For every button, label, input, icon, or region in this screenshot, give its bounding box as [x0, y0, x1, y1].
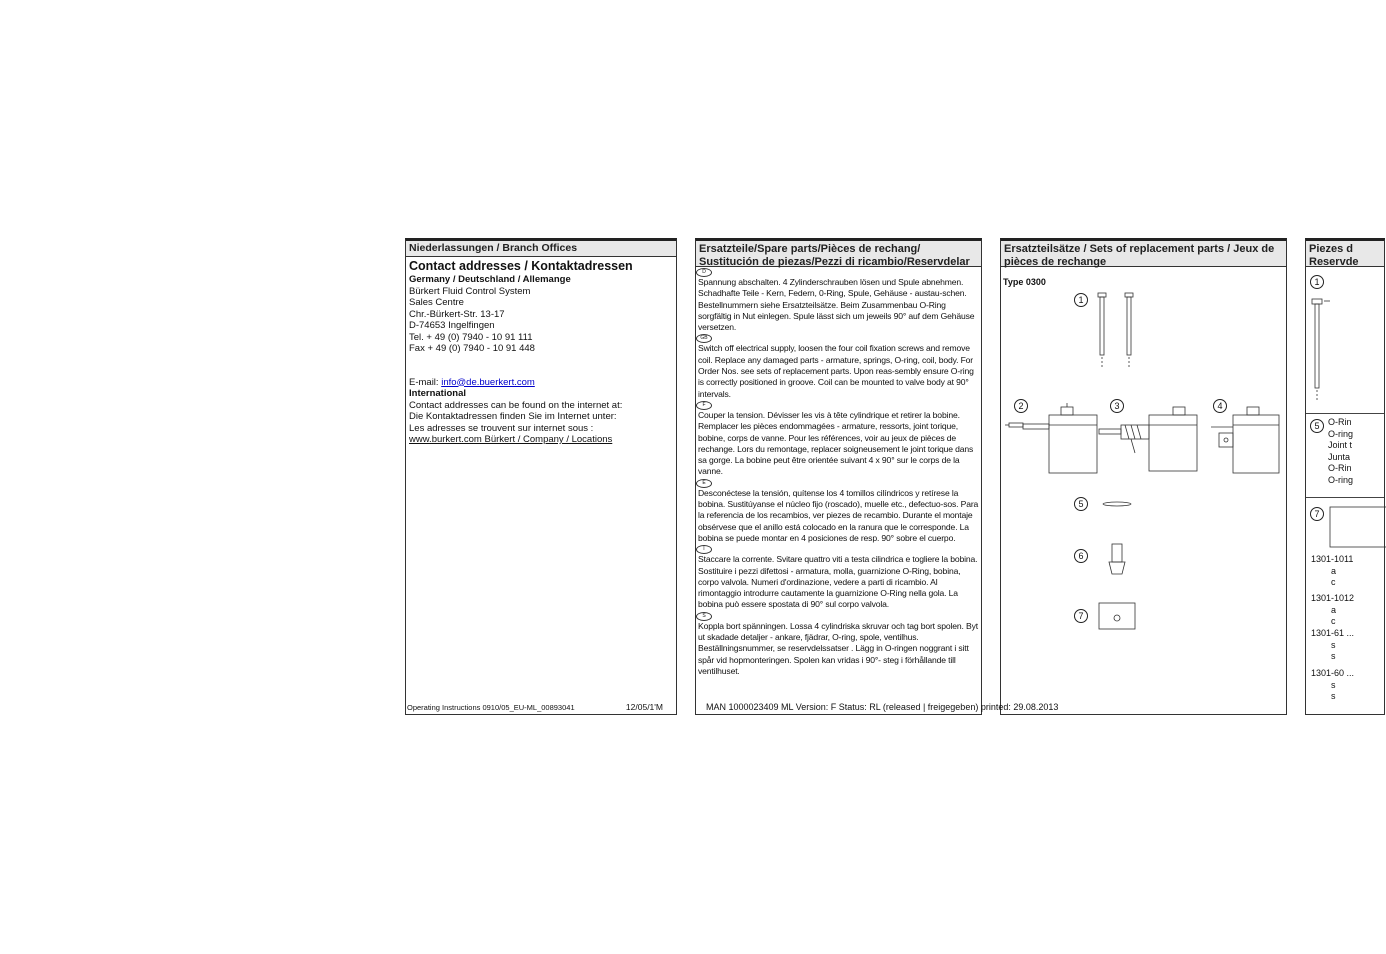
header-line: Piezes d — [1309, 243, 1354, 255]
branch-offices-page — [405, 238, 677, 715]
part-code-sub: s — [1331, 679, 1336, 690]
address-line: Sales Centre — [409, 297, 464, 308]
coil-drawing-3 — [1099, 407, 1197, 471]
spare-parts-page — [695, 238, 982, 715]
intl-line: Les adresses se trouvent sur internet sous : — [409, 422, 594, 434]
language-paragraph: Koppla bort spänningen. Lossa 4 cylindriska skruvar och tag bort spolen. Byt ut skadade detaljer - ankare, fjädrar, O-ring, spole, ventilhus. Beställningsnummer, se reservdelssatser . Lägg in O-ringen noggrant i sitt spår vid hopmonteringen. Spolen kan vridas i 90°- steg i förhållande till ventilhuset. — [698, 620, 978, 676]
replacement-sets-page — [1000, 238, 1287, 715]
language-flag-icon: GB — [696, 334, 712, 343]
part-code-sub: s — [1331, 651, 1336, 661]
screw-drawing — [1098, 293, 1133, 367]
language-flag-icon: F — [696, 401, 712, 410]
part-code-row — [1311, 668, 1354, 703]
language-paragraph: Staccare la corrente. Svitare quattro viti a testa cilindrica e togliere la bobina. Sostituire i pezzi difettosi - armatura, molla, guarnizione O-Ring, bobina, corpo valvola. Numeri d'ordinazione, vedere a parti di ricambio. Al rimontaggio introdurre cautamente la guarnizione O-Ring nella gola. La bobina può essere spostata di 90° sul corpo valvola. — [698, 554, 978, 610]
language-flag-icon: E — [696, 479, 712, 488]
part-code-sub: s — [1331, 691, 1336, 701]
language-paragraph: Couper la tension. Dévisser les vis à tête cylindrique et retirer la bobine. Remplacer les pièces endommagées - armature, ressorts, joint torique, bobine, corps de vanne. Pour les références, voir au jeux de pièces de rechange. Lors du remontage, replacer soigneusement le joint torique dans sa gorge. La bobine peut être orientée suivant 4 x 90° sur le corps de la vanne. — [698, 409, 974, 477]
language-paragraph: Spannung abschalten. 4 Zylinderschrauben lösen und Spule abnehmen. Schadhafte Teile - Kern, Federn, 0-Ring, Spule, Gehäuse - austau-schen. Bestellnummern siehe Ersatzteilsätze. Beim Zusammenbau O-Ring sorgfältig in Nut einlegen. Spule lässt sich um jeweils 90° auf dem Gehäuse versetzen. — [698, 277, 975, 333]
callout-1: 1 — [1310, 275, 1324, 289]
footer-doc-id: Operating Instructions 0910/05_EU-ML_00893041 — [407, 703, 575, 712]
part-code: 1301-1011 — [1311, 554, 1354, 564]
footer-date: 12/05/1'M — [625, 702, 663, 712]
callout-4: 4 — [1213, 399, 1227, 413]
language-flag-row — [696, 544, 981, 554]
part-code-sub: a — [1331, 604, 1337, 615]
description-line: Junta — [1328, 451, 1351, 462]
part-code-sub: s — [1331, 639, 1336, 650]
part-code-sub: a — [1331, 565, 1337, 576]
language-paragraph: Desconéctese la tensión, quítense los 4 tomillos cilíndricos y retírese la bobina. Sustitúyanse el núcleo fijo (roscado), muelle etc., defectuo-sos. Para la referencia de los recambios, ver piezes de recambio. Durante el montaje obsérvese que el anillo está colocado en la ranura que le corresponde. La bobina se puede montar en 4 posiciones de resp. 90° sobre el cuerpo. — [698, 487, 979, 543]
callout-7: 7 — [1074, 609, 1088, 623]
part-code: 1301-1012 — [1311, 593, 1355, 603]
callout-6: 6 — [1074, 549, 1088, 563]
spare-parts-list-page — [1305, 238, 1385, 715]
language-flag-row — [696, 611, 981, 621]
callout-2: 2 — [1014, 399, 1028, 413]
description-line: Joint t — [1328, 440, 1353, 450]
page-header: Niederlassungen / Branch Offices — [406, 241, 676, 257]
part-code-row — [1311, 628, 1354, 663]
address-line: Chr.-Bürkert-Str. 13-17 — [409, 308, 505, 320]
website-line[interactable]: www.burkert.com Bürkert / Company / Locations — [409, 434, 613, 445]
intl-line: Contact addresses can be found on the internet at: — [409, 399, 623, 411]
international-heading: International — [409, 388, 467, 399]
coil-drawing-4 — [1211, 407, 1279, 473]
core-drawing — [1109, 544, 1125, 574]
language-flag-row — [696, 478, 981, 488]
email-link[interactable]: info@de.buerkert.com — [441, 376, 535, 388]
fax-line: Fax + 49 (0) 7940 - 10 91 448 — [409, 343, 535, 354]
description-line: O-ring — [1328, 428, 1354, 439]
country-heading: Germany / Deutschland / Allemange — [409, 274, 571, 285]
part-code: 1301-60 ... — [1311, 668, 1355, 678]
oring-drawing — [1103, 502, 1131, 506]
part-code-row — [1311, 593, 1354, 628]
description-line: O-Rin — [1328, 463, 1352, 473]
coil-drawing-2 — [1005, 403, 1097, 473]
type-label: Type 0300 — [1003, 277, 1046, 287]
header-line: Reservde — [1309, 256, 1359, 268]
valve-body-drawing — [1099, 603, 1135, 629]
description-line: O-ring — [1328, 474, 1354, 485]
parts-drawing — [1001, 241, 1288, 718]
language-flag-icon: S — [696, 612, 712, 621]
address-line: Bürkert Fluid Control System — [409, 285, 531, 297]
callout-5: 5 — [1074, 497, 1088, 511]
language-flag-icon: I — [696, 545, 712, 554]
callout-5: 5 — [1310, 419, 1324, 433]
language-flag-icon: D — [696, 268, 712, 277]
page-header: Ersatzteilsätze / Sets of replacement parts / Jeux de pièces de rechange — [1001, 241, 1286, 267]
part-code: 1301-61 ... — [1311, 628, 1355, 638]
email-line — [409, 377, 673, 389]
callout-7: 7 — [1310, 507, 1324, 521]
phone-line: Tel. + 49 (0) 7940 - 10 91 111 — [409, 331, 533, 343]
page-header: Ersatzteile/Spare parts/Pièces de rechang/ Sustitución de piezas/Pezzi di ricambio/Reservdelar — [696, 241, 981, 267]
language-paragraph: Switch off electrical supply, loosen the four coil fixation screws and remove coil. Replace any damaged parts - armature, springs, O-ring, coil, body. For Order Nos. see sets of replacement parts. Upon reas-sembly ensure O-ring is correctly positioned in groove. Coil can be mounted to valve body at 90° intervals. — [698, 343, 974, 399]
language-flag-row — [696, 400, 981, 410]
email-label: E-mail: — [409, 376, 442, 388]
address-line: D-74653 Ingelfingen — [409, 320, 495, 331]
callout-3: 3 — [1110, 399, 1124, 413]
part-code-sub: c — [1331, 577, 1336, 587]
part-code-row — [1311, 554, 1353, 589]
oring-description — [1328, 417, 1353, 486]
intl-line: Die Kontaktadressen finden Sie im Internet unter: — [409, 411, 617, 422]
description-line: O-Rin — [1328, 417, 1352, 427]
document-status-line: MAN 1000023409 ML Version: F Status: RL (released | freigegeben) printed: 29.08.2013 — [706, 702, 1059, 712]
part-code-sub: c — [1331, 616, 1336, 626]
contact-title: Contact addresses / Kontaktadressen — [409, 259, 633, 273]
contact-block — [406, 257, 676, 446]
callout-1: 1 — [1074, 293, 1088, 307]
language-flag-row — [696, 333, 981, 343]
language-sections — [696, 267, 981, 677]
page-footer — [407, 703, 677, 712]
